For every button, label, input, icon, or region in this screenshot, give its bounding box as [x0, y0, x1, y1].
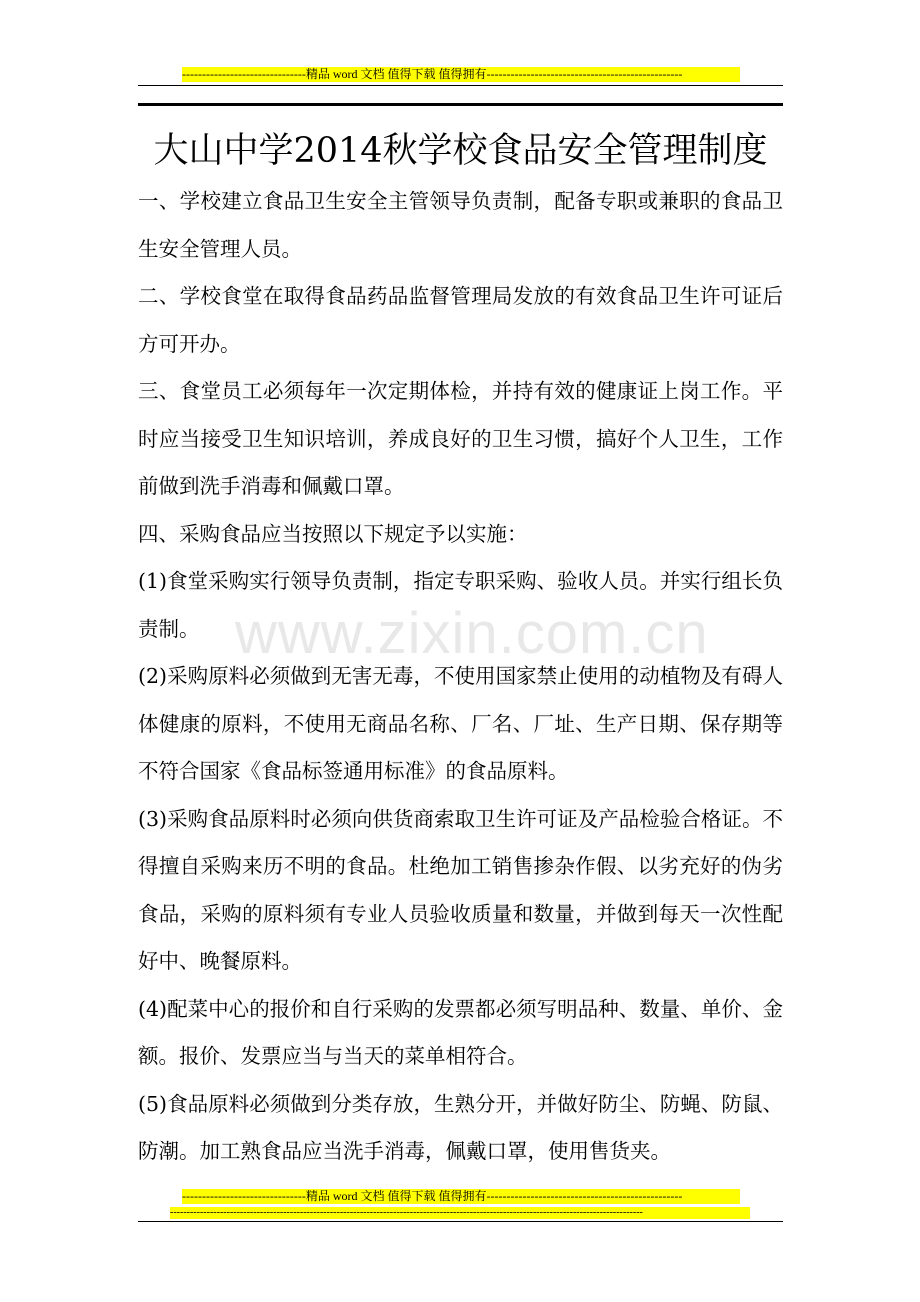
paragraph: 三、食堂员工必须每年一次定期体检，并持有效的健康证上岗工作。平时应当接受卫生知识培训，养成良好的卫生习惯，搞好个人卫生，工作前做到洗手消毒和佩戴口罩。	[138, 379, 783, 498]
footer-banner-dashes: ----------------------------------------------------------------------------------------------------------------------------------------------	[170, 1207, 750, 1219]
document-title: 大山中学2014秋学校食品安全管理制度	[153, 131, 768, 171]
footer-banner: -------------------------------精品 word 文档 值得下载 值得拥有-------------------------------------------------	[182, 1189, 740, 1204]
paragraph: (1)食堂采购实行领导负责制，指定专职采购、验收人员。并实行组长负责制。	[138, 569, 783, 641]
paragraph: (4)配菜中心的报价和自行采购的发票都必须写明品种、数量、单价、金额。报价、发票应当与当天的菜单相符合。	[138, 996, 783, 1068]
footer-rule	[138, 1221, 783, 1222]
document-body	[138, 178, 783, 1176]
paragraph: (3)采购食品原料时必须向供货商索取卫生许可证及产品检验合格证。不得擅自采购来历不明的食品。杜绝加工销售掺杂作假、以劣充好的伪劣食品，采购的原料须有专业人员验收质量和数量，并做到每天一次性配好中、晚餐原料。	[138, 806, 783, 973]
header-banner: -------------------------------精品 word 文档 值得下载 值得拥有-------------------------------------------------	[182, 67, 740, 82]
header-rule-thick	[138, 103, 783, 106]
paragraph: 一、学校建立食品卫生安全主管领导负责制，配备专职或兼职的食品卫生安全管理人员。	[138, 189, 783, 261]
paragraph: (5)食品原料必须做到分类存放，生熟分开，并做好防尘、防蝇、防鼠、防潮。加工熟食品应当洗手消毒，佩戴口罩，使用售货夹。	[138, 1091, 783, 1163]
paragraph: 二、学校食堂在取得食品药品监督管理局发放的有效食品卫生许可证后方可开办。	[138, 284, 783, 356]
paragraph: (2)采购原料必须做到无害无毒，不使用国家禁止使用的动植物及有碍人体健康的原料，不使用无商品名称、厂名、厂址、生产日期、保存期等不符合国家《食品标签通用标准》的食品原料。	[138, 664, 783, 783]
header-rule-thin	[138, 85, 783, 86]
paragraph: 四、采购食品应当按照以下规定予以实施：	[138, 521, 528, 546]
watermark: www.zixin.com.cn	[235, 601, 709, 666]
